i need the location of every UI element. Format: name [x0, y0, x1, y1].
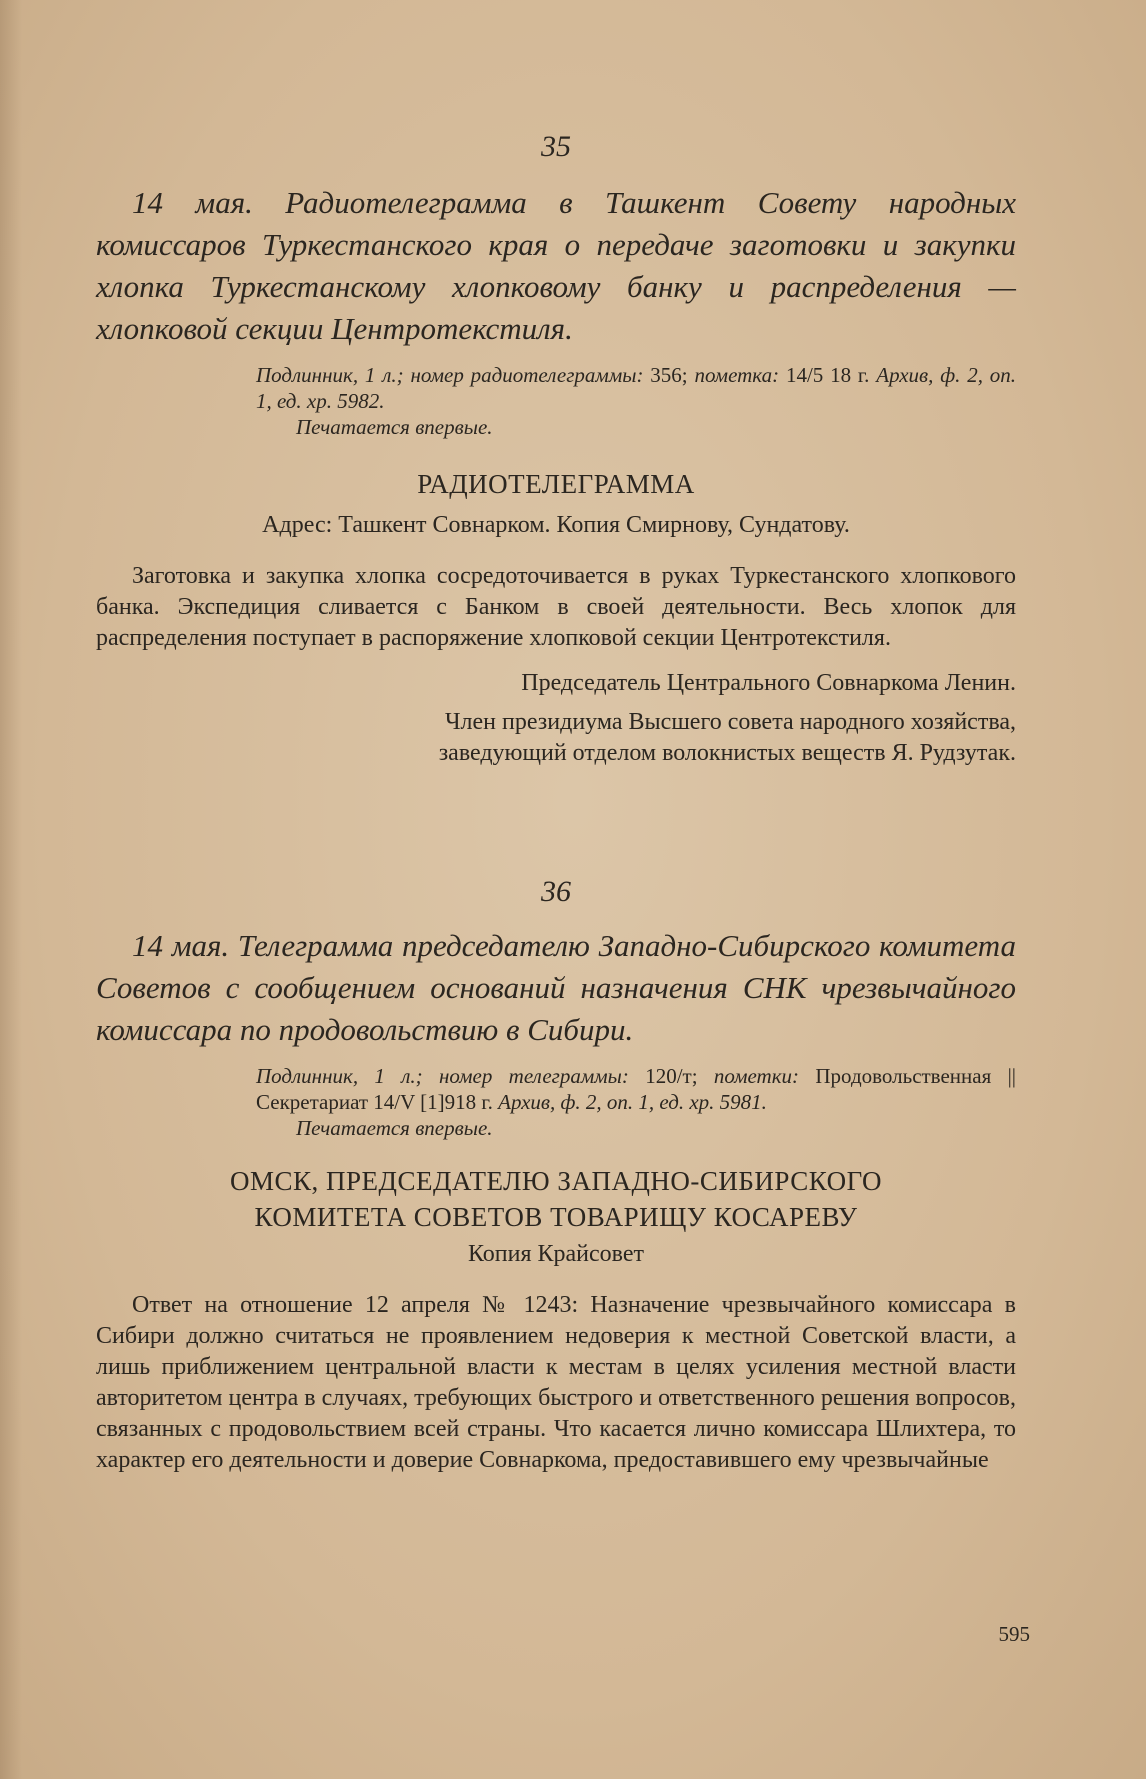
source-number: 356; — [650, 363, 688, 387]
printed-note: Печатается впервые. — [296, 1116, 493, 1140]
page-crease-shadow — [0, 0, 22, 1779]
telegram-title-line2: КОМИТЕТА СОВЕТОВ ТОВАРИЩУ КОСАРЕВУ — [254, 1202, 858, 1232]
heading-text: 14 мая. Телеграмма председателю Западно-Сибирского комитета Советов с сообщением оснований назначения СНК чрезвычайного комиссара по продовольствию в Сибири. — [96, 928, 1016, 1047]
source-date: 14/5 18 г. — [785, 363, 870, 387]
telegram-body: Заготовка и закупка хлопка сосредоточивается в руках Туркестанского хлопкового банка. Экспедиция сливается с Банком в своей деятельности. Весь хлопок для распределения поступает в распоряжение хлопковой секции Центротекстиля. — [96, 563, 1016, 651]
document-heading — [96, 925, 1016, 1051]
telegram-body: Ответ на отношение 12 апреля № 1243: Назначение чрезвычайного комиссара в Сибири должно считаться не проявлением недоверия к местной Советской власти, а лишь приближением центральной власти к местам в целях усиления местной власти авторитетом центра в случаях, требующих быстрого и ответственного решения вопросов, связанных с продовольствием всей страны. Что касается лично комиссара Шлихтера, то характер его деятельности и доверие Совнаркома, предоставившего ему чрезвычайные — [96, 1292, 1016, 1473]
source-marks: Продовольственная || Секретариат 14/V [1]918 г. — [256, 1064, 1017, 1114]
telegram-title: РАДИОТЕЛЕГРАММА — [417, 469, 695, 499]
telegram-address: Адрес: Ташкент Совнарком. Копия Смирнову, Сундатову. — [262, 512, 850, 538]
source-text: Подлинник, 1 л.; номер телеграммы: — [256, 1064, 629, 1088]
source-archive: Архив, ф. 2, оп. 1, ед. хр. 5982. — [256, 363, 1017, 413]
source-number: 120/т; — [645, 1064, 698, 1088]
document-35 — [96, 132, 1016, 769]
signature-lenin: Председатель Центрального Совнаркома Ленин. — [521, 670, 1016, 696]
telegram-title-line1: ОМСК, ПРЕДСЕДАТЕЛЮ ЗАПАДНО-СИБИРСКОГО — [230, 1166, 882, 1196]
heading-text: 14 мая. Радиотелеграмма в Ташкент Совету народных комиссаров Туркестанского края о передаче заготовки и закупки хлопка Туркестанскому хлопковому банку и распределения — хлопковой секции Центротекстиля. — [96, 185, 1016, 346]
source-note — [256, 1063, 1016, 1141]
document-heading — [96, 182, 1016, 350]
source-note — [256, 362, 1016, 440]
document-36 — [96, 877, 1016, 1476]
signature-rudzutak-line1: Член президиума Высшего совета народного хозяйства, — [444, 709, 1016, 735]
source-text: Подлинник, 1 л.; номер радиотелеграммы: — [256, 363, 644, 387]
document-number: 36 — [541, 875, 571, 908]
signature-rudzutak-line2: заведующий отделом волокнистых веществ Я. Рудзутак. — [438, 740, 1016, 766]
source-marks-label: пометки: — [713, 1064, 800, 1088]
telegram-copy: Копия Крайсовет — [467, 1241, 645, 1267]
document-number: 35 — [541, 130, 571, 163]
printed-note: Печатается впервые. — [296, 415, 493, 439]
source-marks-label: пометка: — [694, 363, 780, 387]
source-archive: Архив, ф. 2, оп. 1, ед. хр. 5981. — [498, 1090, 767, 1114]
page-number: 595 — [998, 1622, 1030, 1646]
